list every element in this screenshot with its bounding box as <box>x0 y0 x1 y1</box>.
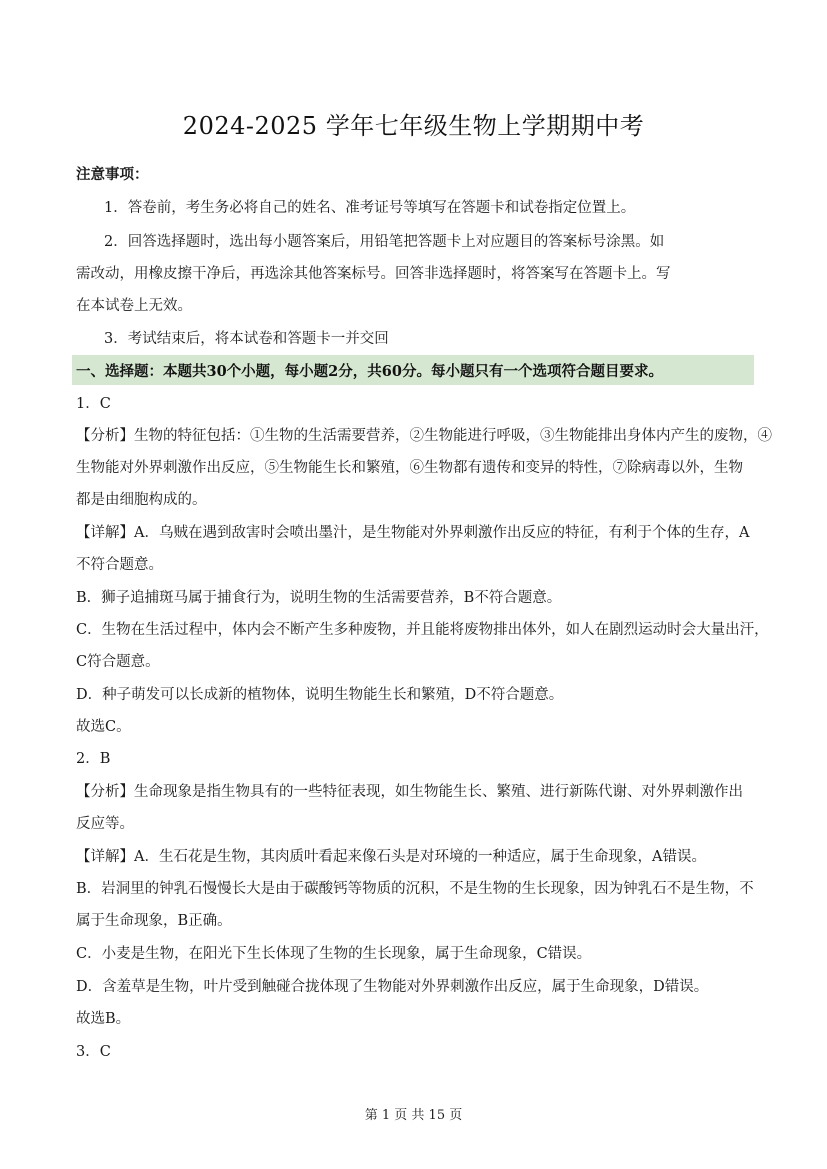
section-header: 一、选择题：本题共30个小题，每小题2分，共60分。每小题只有一个选项符合题目要求。 <box>76 363 663 380</box>
q1-option-c-line-2: C符合题意。 <box>76 654 160 670</box>
notice-item-2-line-2: 需改动，用橡皮擦干净后，再选涂其他答案标号。回答非选择题时，将答案写在答题卡上。写 <box>76 266 671 282</box>
q1-analysis-line-1: 【分析】生物的特征包括：①生物的生活需要营养，②生物能进行呼吸，③生物能排出身体内产生的废物，④ <box>76 428 772 444</box>
q1-detail-line-1: 【详解】A．乌贼在遇到敌害时会喷出墨汁，是生物能对外界刺激作出反应的特征，有利于个体的生存，A <box>76 525 750 541</box>
q2-option-d: D．含羞草是生物，叶片受到触碰合拢体现了生物能对外界刺激作出反应，属于生命现象，D错误。 <box>76 979 709 995</box>
q1-conclusion: 故选C。 <box>76 719 131 735</box>
notice-item-1: 1．答卷前，考生务必将自己的姓名、准考证号等填写在答题卡和试卷指定位置上。 <box>104 200 636 216</box>
q2-detail-line-1: 【详解】A．生石花是生物，其肉质叶看起来像石头是对环境的一种适应，属于生命现象，A错误。 <box>76 849 706 865</box>
q1-detail-line-2: 不符合题意。 <box>76 557 163 573</box>
q1-option-d: D．种子萌发可以长成新的植物体，说明生物能生长和繁殖，D不符合题意。 <box>76 687 564 703</box>
q2-answer: 2．B <box>76 751 111 767</box>
q1-option-b: B．狮子追捕斑马属于捕食行为，说明生物的生活需要营养，B不符合题意。 <box>76 590 562 606</box>
notice-item-2-line-3: 在本试卷上无效。 <box>76 298 192 314</box>
q2-option-c: C．小麦是生物，在阳光下生长体现了生物的生长现象，属于生命现象，C错误。 <box>76 946 592 962</box>
q2-analysis-line-1: 【分析】生命现象是指生物具有的一些特征表现，如生物能生长、繁殖、进行新陈代谢、对外界刺激作出 <box>76 784 743 800</box>
notice-item-2-line-1: 2．回答选择题时，选出每小题答案后，用铅笔把答题卡上对应题目的答案标号涂黑。如 <box>104 234 665 250</box>
q1-answer: 1．C <box>76 396 111 412</box>
q1-option-c-line-1: C．生物在生活过程中，体内会不断产生多种废物，并且能将废物排出体外，如人在剧烈运动时会大量出汗， <box>76 622 769 638</box>
q3-answer: 3．C <box>76 1044 111 1060</box>
q2-option-b-line-2: 属于生命现象，B正确。 <box>76 913 232 929</box>
notice-item-3: 3．考试结束后，将本试卷和答题卡一并交回 <box>104 331 389 347</box>
q2-option-b-line-1: B．岩洞里的钟乳石慢慢长大是由于碳酸钙等物质的沉积，不是生物的生长现象，因为钟乳石不是生物，不 <box>76 881 754 897</box>
q2-conclusion: 故选B。 <box>76 1011 131 1027</box>
page-footer: 第 1 页 共 15 页 <box>364 1108 463 1123</box>
q2-analysis-line-2: 反应等。 <box>76 816 134 832</box>
q1-analysis-line-3: 都是由细胞构成的。 <box>76 492 207 508</box>
q1-analysis-line-2: 生物能对外界刺激作出反应，⑤生物能生长和繁殖，⑥生物都有遗传和变异的特性，⑦除病毒以外，生物 <box>76 460 743 476</box>
notice-heading: 注意事项： <box>76 166 149 183</box>
page-title: 2024-2025 学年七年级生物上学期期中考 <box>182 112 645 140</box>
